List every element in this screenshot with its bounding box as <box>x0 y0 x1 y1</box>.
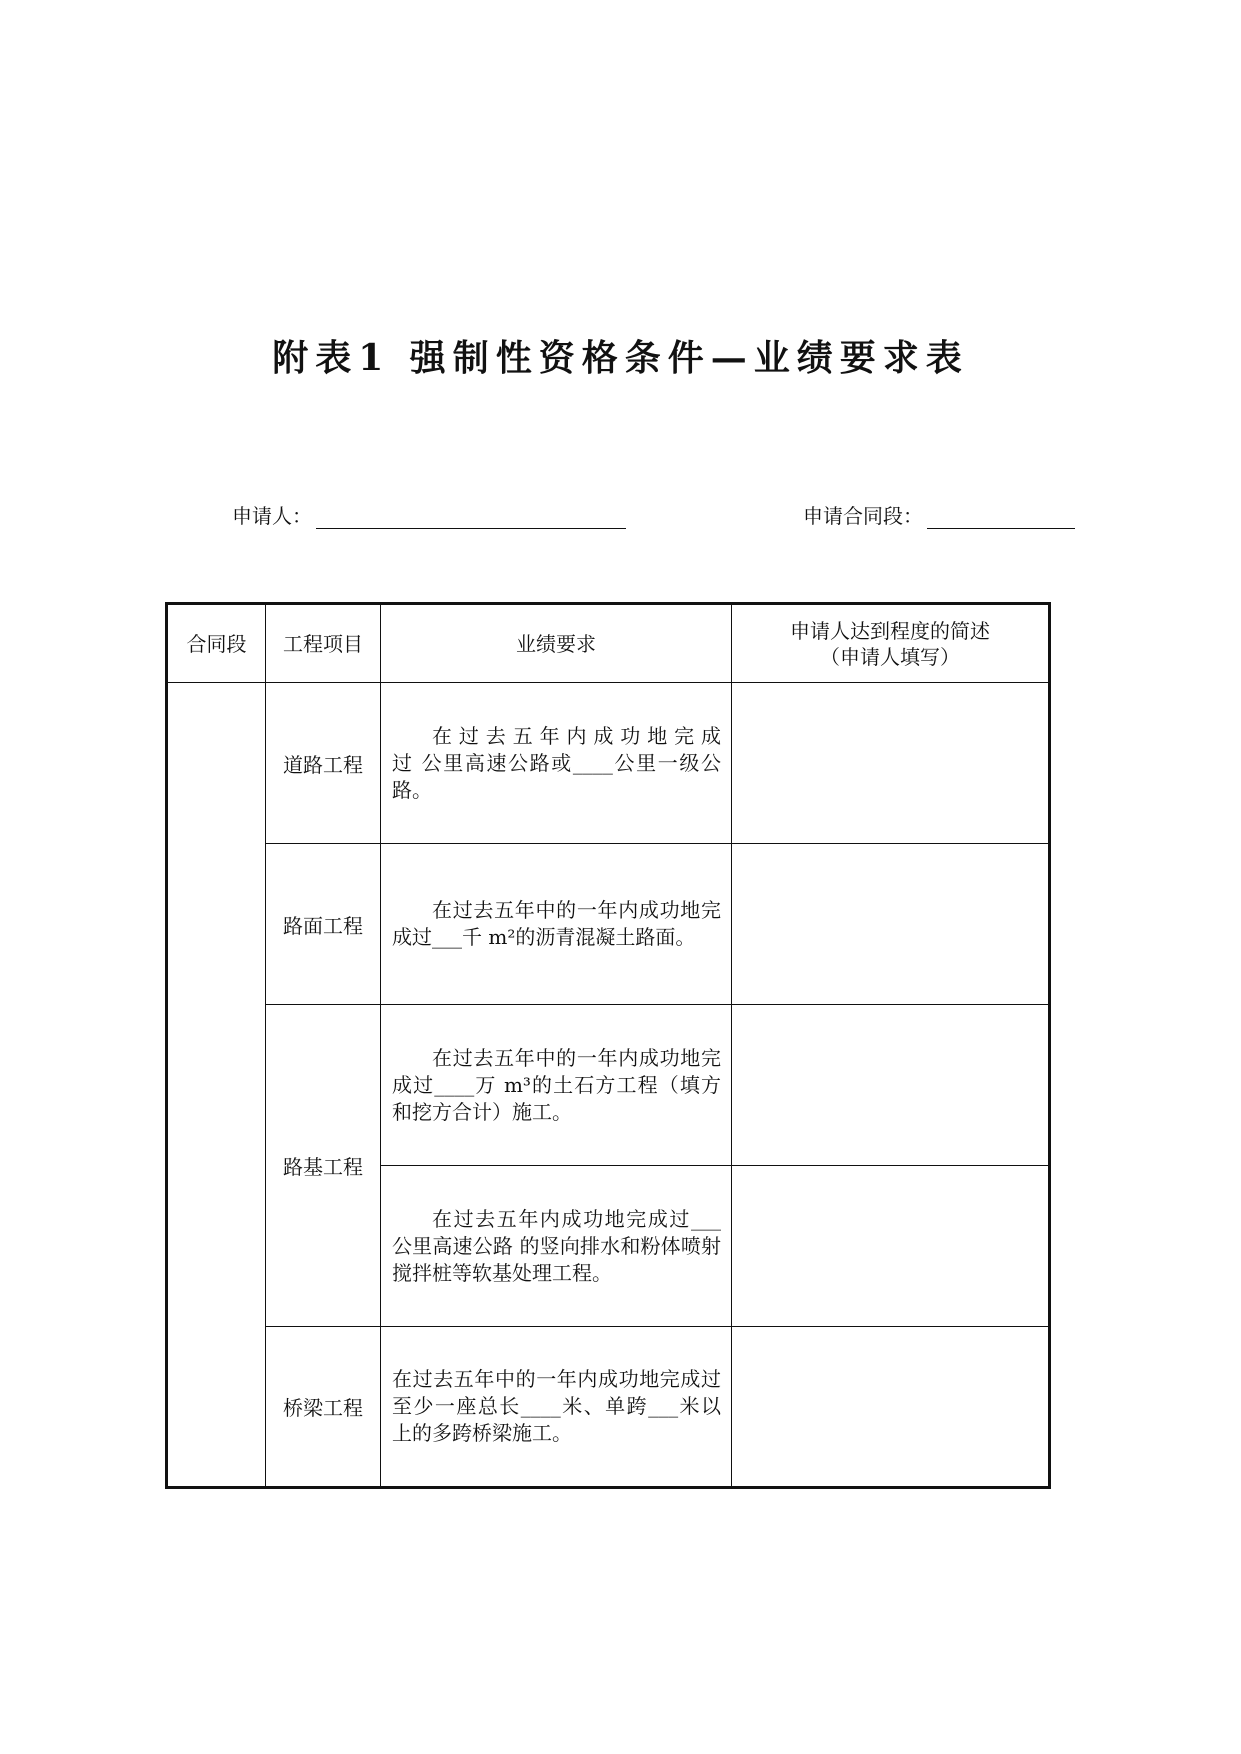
description-cell[interactable] <box>732 1005 1050 1166</box>
section-cell[interactable] <box>167 683 266 1488</box>
header-description <box>732 604 1050 683</box>
requirement-cell <box>381 1166 732 1327</box>
table-row <box>167 1327 1050 1488</box>
description-cell[interactable] <box>732 1166 1050 1327</box>
project-cell: 路基工程 <box>266 1005 381 1327</box>
requirement-text: 在过去五年中的一年内成功地完成过___千 m²的沥青混凝土路面。 <box>392 898 721 949</box>
description-cell[interactable] <box>732 1327 1050 1488</box>
table-row <box>167 683 1050 844</box>
table-row <box>167 844 1050 1005</box>
project-cell: 道路工程 <box>266 683 381 844</box>
table-row <box>167 1005 1050 1166</box>
project-cell: 桥梁工程 <box>266 1327 381 1488</box>
project-cell: 路面工程 <box>266 844 381 1005</box>
contract-section-label: 申请合同段： <box>803 504 923 528</box>
requirement-cell <box>381 1005 732 1166</box>
page-title: 附表1 强制性资格条件—业绩要求表 <box>272 337 969 379</box>
table-header-row <box>167 604 1050 683</box>
requirement-cell <box>381 683 732 844</box>
requirement-cell <box>381 844 732 1005</box>
applicant-field[interactable] <box>232 500 626 529</box>
description-cell[interactable] <box>732 683 1050 844</box>
applicant-blank[interactable] <box>316 506 626 529</box>
header-description-line2: （申请人填写） <box>820 644 960 669</box>
header-requirement: 业绩要求 <box>381 604 732 683</box>
description-cell[interactable] <box>732 844 1050 1005</box>
requirement-text: 在过去五年中的一年内成功地完成过____万 m³的土石方工程（填方和挖方合计）施工。 <box>392 1045 721 1124</box>
requirement-cell <box>381 1327 732 1488</box>
header-project: 工程项目 <box>266 604 381 683</box>
requirement-text: 在过去五年中的一年内成功地完成过至少一座总长____米、单跨___米以上的多跨桥梁施工。 <box>392 1367 721 1445</box>
applicant-label: 申请人： <box>232 504 312 528</box>
requirements-table <box>165 602 1051 1489</box>
requirement-text: 在过去五年内成功地完成过___公里高速公路 的竖向排水和粉体喷射搅拌桩等软基处理工程。 <box>392 1206 721 1285</box>
contract-section-field[interactable] <box>803 500 1075 529</box>
header-section: 合同段 <box>167 604 266 683</box>
contract-section-blank[interactable] <box>927 506 1075 529</box>
requirement-text: 在 过 去 五 年 内 成 功 地 完 成 过 公里高速公路或____公里一级公路。 <box>392 723 721 802</box>
header-description-line1: 申请人达到程度的简述 <box>790 618 990 643</box>
